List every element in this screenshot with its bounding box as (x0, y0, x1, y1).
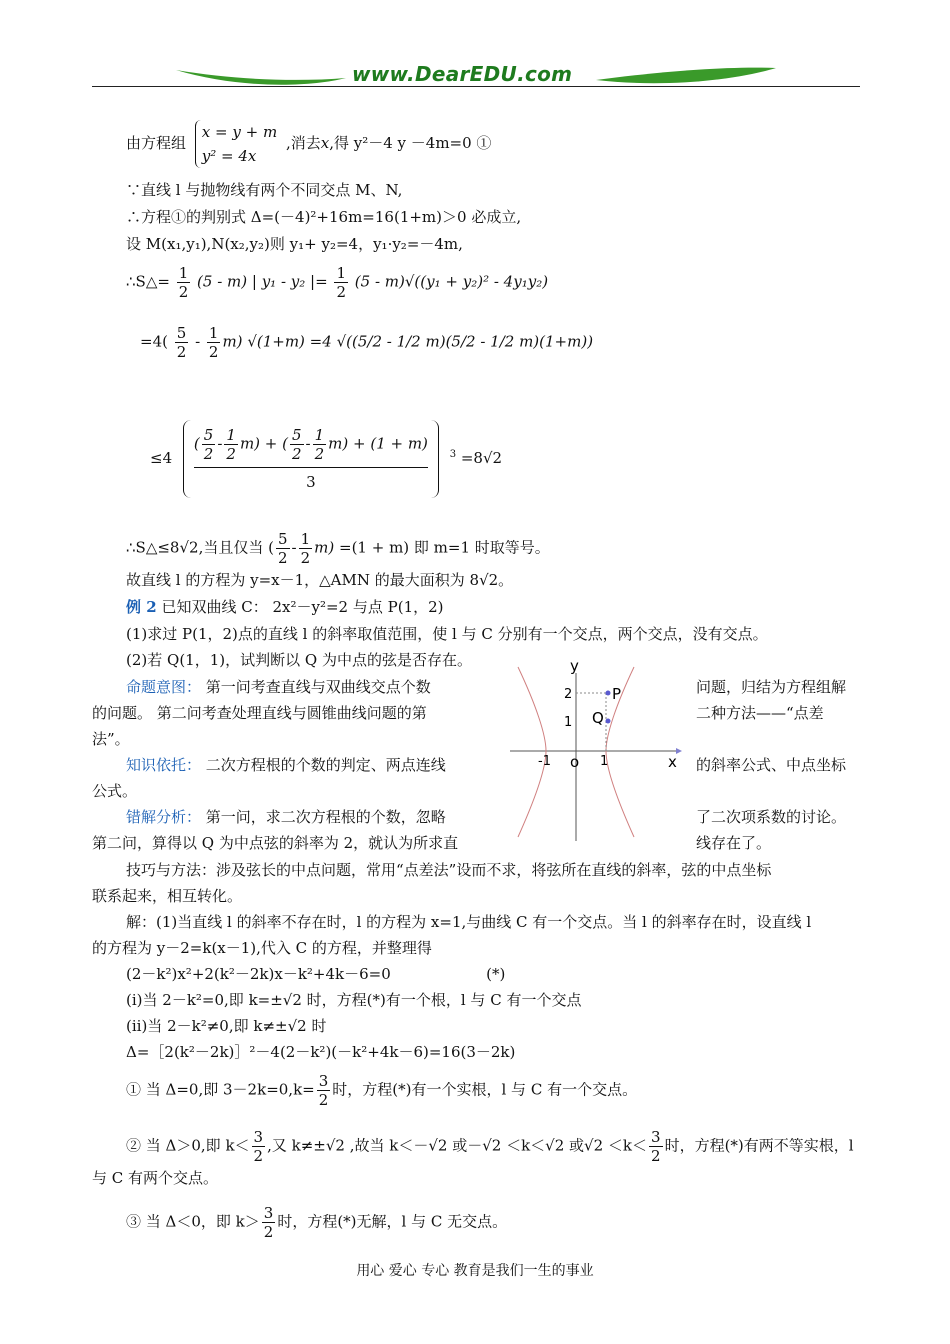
error-line-1: 错解分析： 第一问，求二次方程根的个数，忽略 (126, 808, 446, 826)
label-Q: Q (592, 709, 604, 727)
case-delta-negative: ③ 当 Δ＜0，即 k＞ $\frac{3}{2}$ 时，方程(*)无解，l 与 C 无交点。 (126, 1204, 508, 1241)
origin-label: o (570, 753, 580, 771)
question-1: (1)求过 P(1，2)点的直线 l 的斜率取值范围，使 l 与 C 分别有一个交点，两个交点，没有交点。 (126, 625, 768, 643)
hyperbola-left-branch (518, 667, 546, 837)
point-Q (606, 719, 611, 724)
page-footer: 用心 爱心 专心 教育是我们一生的事业 (356, 1263, 594, 1279)
knowledge-line-1b: 的斜率公式、中点坐标 (696, 756, 847, 774)
error-line-2b: 线存在了。 (696, 834, 772, 852)
point-P (606, 691, 611, 696)
knowledge-line-1: 知识依托： 二次方程根的个数的判定、两点连线 (126, 756, 446, 774)
intent-line-2b: 二种方法——“点差 (696, 704, 824, 722)
case-delta-positive: ② 当 Δ＞0,即 k＜ $\frac{3}{2}$ ,又 k≠±√2 ,故当 k＜－√2 或－√2 ＜k＜√2 或√2 ＜k＜ $\frac{3}{2}$ 时，方程(*)有两不等实根，l (126, 1128, 854, 1165)
inequality-bracket: ( $\frac{5}{2}$ - $\frac{1}{2}$ m) + ( $\frac{5}{2}$ - $\frac{1}{2}$ m) + (1 + m) 3 (183, 420, 439, 498)
header-rule (92, 86, 860, 87)
line-inequality: ≤4 ( $\frac{5}{2}$ - $\frac{1}{2}$ m) + ( $\frac{5}{2}$ - $\frac{1}{2}$ m) + (1 + m) 3 $^3$ =8√2 (150, 420, 858, 498)
line-3: ∴方程①的判别式 Δ=(－4)²+16m=16(1+m)＞0 必成立, (126, 208, 522, 226)
case-delta-positive-cont: 与 C 有两个交点。 (92, 1169, 219, 1187)
intent-line-1b: 问题，归结为方程组解 (696, 678, 847, 696)
solution-line-2: 的方程为 y－2=k(x－1),代入 C 的方程，并整理得 (92, 939, 432, 957)
error-line-1b: 了二次项系数的讨论。 (696, 808, 847, 826)
y-label: y (570, 657, 579, 675)
label-P: P (612, 685, 622, 703)
solution-equation: (2－k²)x²+2(k²－2k)x－k²+4k－6=0 (*) (126, 965, 506, 983)
tick-y2: 2 (564, 687, 573, 702)
intent-line-1: 命题意图： 第一问考查直线与双曲线交点个数 (126, 678, 431, 696)
discriminant: Δ=［2(k²－2k)］²－4(2－k²)(－k²+4k－6)=16(3－2k) (126, 1043, 516, 1061)
line-4: 设 M(x₁,y₁),N(x₂,y₂)则 y₁+ y₂=4，y₁·y₂=－4m, (126, 235, 463, 253)
line-conclusion: 故直线 l 的方程为 y=x－1，△AMN 的最大面积为 8√2。 (126, 571, 514, 589)
knowledge-line-2: 公式。 (92, 782, 138, 800)
case-delta-zero: ① 当 Δ=0,即 3－2k=0,k= $\frac{3}{2}$ 时，方程(*)有一个实根，l 与 C 有一个交点。 (126, 1072, 638, 1109)
intent-line-3: 法”。 (92, 730, 130, 748)
header-site-name[interactable]: www.DearEDU.com (352, 62, 573, 86)
example-2-title: 例 2 已知双曲线 C： 2x²－y²=2 与点 P(1，2) (126, 598, 444, 616)
line-2: ∵直线 l 与抛物线有两个不同交点 M、N, (126, 181, 403, 199)
x-label: x (668, 753, 677, 771)
question-2: (2)若 Q(1，1)，试判断以 Q 为中点的弦是否存在。 (126, 651, 472, 669)
error-line-2: 第二问，算得以 Q 为中点弦的斜率为 2，就认为所求直 (92, 834, 459, 852)
line-area-expanded: =4( $\frac{5}{2}$ - $\frac{1}{2}$ m) √(1+m) =4 √((5/2 - 1/2 m)(5/2 - 1/2 m)(1+m)) (140, 324, 594, 361)
line-max-area: ∴S△≤8√2,当且仅当 ( $\frac{5}{2}$ - $\frac{1}{2}$ m) =(1 + m) 即 m=1 时取等号。 (126, 530, 550, 567)
method-line-2: 联系起来，相互转化。 (92, 887, 243, 905)
tick-y1: 1 (564, 715, 573, 730)
hyperbola-graph (506, 655, 684, 845)
line-system: 由方程组 x = y + m y² = 4x ,消去x,得 y²－4 y －4m=0 ① (126, 120, 858, 168)
tick-x1: 1 (600, 754, 609, 769)
solution-line-1: 解：(1)当直线 l 的斜率不存在时，l 的方程为 x=1,与曲线 C 有一个交点。当 l 的斜率存在时，设直线 l (126, 913, 812, 931)
case-i: (ⅰ)当 2－k²=0,即 k=±√2 时，方程(*)有一个根，l 与 C 有一个交点 (126, 991, 582, 1009)
method-line-1: 技巧与方法：涉及弦长的中点问题，常用“点差法”设而不求，将弦所在直线的斜率，弦的中点坐标 (126, 861, 772, 879)
tick-neg1: -1 (538, 754, 551, 769)
intent-line-2: 的问题。 第二问考查处理直线与圆锥曲线问题的第 (92, 704, 427, 722)
case-ii: (ⅱ)当 2－k²≠0,即 k≠±√2 时 (126, 1017, 327, 1035)
equation-system: x = y + m y² = 4x (195, 120, 277, 168)
line-area-formula: ∴S△= $\frac{1}{2}$ (5 - m) | y₁ - y₂ |= $\frac{1}{2}$ (5 - m)√((y₁ + y₂)² - 4y₁y₂) (126, 264, 549, 301)
